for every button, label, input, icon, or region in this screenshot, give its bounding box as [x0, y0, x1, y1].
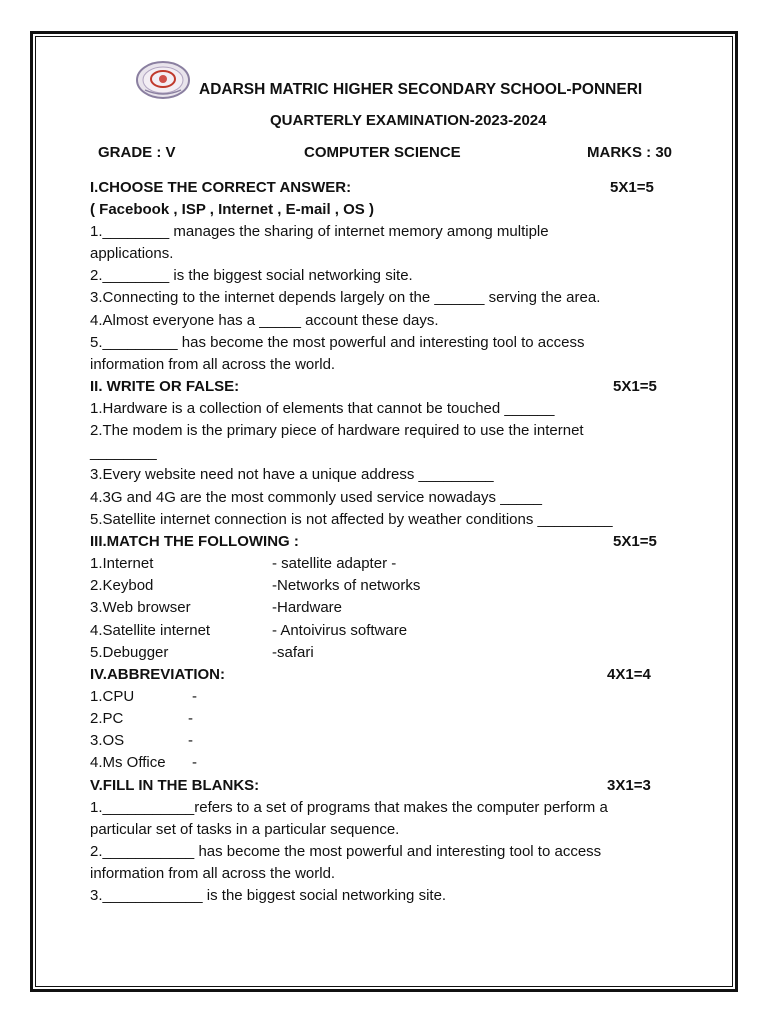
subject-label: COMPUTER SCIENCE — [304, 144, 461, 161]
s2-line: 5.Satellite internet connection is not affected by weather conditions _________ — [90, 511, 613, 528]
section-1-title: I.CHOOSE THE CORRECT ANSWER: — [90, 179, 352, 196]
abbr-label: 1.CPU — [90, 688, 135, 705]
marks-label: MARKS : 30 — [587, 144, 673, 161]
s1-line: applications. — [90, 245, 174, 262]
abbr-dash: - — [188, 732, 193, 749]
match-left: 2.Keybod — [90, 577, 154, 594]
abbr-label: 2.PC — [90, 710, 124, 727]
section-4-marks: 4X1=4 — [607, 666, 651, 683]
abbr-dash: - — [188, 710, 193, 727]
s5-line: 2.___________ has become the most powerful and interesting tool to access — [90, 843, 602, 860]
s2-line: 3.Every website need not have a unique address _________ — [90, 466, 494, 483]
section-5-title: V.FILL IN THE BLANKS: — [90, 777, 260, 794]
s1-line: 3.Connecting to the internet depends largely on the ______ serving the area. — [90, 289, 601, 306]
match-left: 3.Web browser — [90, 599, 191, 616]
section-5-marks: 3X1=3 — [607, 777, 651, 794]
s2-line: 4.3G and 4G are the most commonly used service nowadays _____ — [90, 489, 542, 506]
s1-line: information from all across the world. — [90, 356, 336, 373]
s5-line: 3.____________ is the biggest social networking site. — [90, 887, 447, 904]
section-4-title: IV.ABBREVIATION: — [90, 666, 226, 683]
section-2-marks: 5X1=5 — [613, 378, 657, 395]
school-logo-icon — [135, 60, 191, 100]
match-right: -safari — [272, 644, 314, 661]
s5-line: particular set of tasks in a particular sequence. — [90, 821, 400, 838]
section-1-marks: 5X1=5 — [610, 179, 654, 196]
match-left: 4.Satellite internet — [90, 622, 211, 639]
s5-line: information from all across the world. — [90, 865, 336, 882]
section-3-title: III.MATCH THE FOLLOWING : — [90, 533, 299, 550]
abbr-dash: - — [192, 754, 197, 771]
section-2-title: II. WRITE OR FALSE: — [90, 378, 240, 395]
s2-line: 2.The modem is the primary piece of hardware required to use the internet — [90, 422, 584, 439]
match-left: 1.Internet — [90, 555, 154, 572]
s5-line: 1.___________refers to a set of programs that makes the computer perform a — [90, 799, 608, 816]
school-name: ADARSH MATRIC HIGHER SECONDARY SCHOOL-PONNERI — [199, 81, 643, 98]
match-right: - Antoivirus software — [272, 622, 408, 639]
match-left: 5.Debugger — [90, 644, 169, 661]
section-3-marks: 5X1=5 — [613, 533, 657, 550]
exam-title: QUARTERLY EXAMINATION-2023-2024 — [270, 112, 547, 129]
match-right: -Hardware — [272, 599, 343, 616]
match-right: - satellite adapter - — [272, 555, 397, 572]
s1-line: 5._________ has become the most powerful and interesting tool to access — [90, 334, 585, 351]
s1-line: 2.________ is the biggest social networking site. — [90, 267, 413, 284]
abbr-label: 3.OS — [90, 732, 125, 749]
s2-line: ________ — [90, 444, 157, 461]
abbr-label: 4.Ms Office — [90, 754, 166, 771]
s2-line: 1.Hardware is a collection of elements that cannot be touched ______ — [90, 400, 555, 417]
match-right: -Networks of networks — [272, 577, 421, 594]
section-1-options: ( Facebook , ISP , Internet , E-mail , OS ) — [90, 201, 374, 218]
s1-line: 4.Almost everyone has a _____ account these days. — [90, 312, 439, 329]
grade-label: GRADE : V — [98, 144, 176, 161]
abbr-dash: - — [192, 688, 197, 705]
s1-line: 1.________ manages the sharing of internet memory among multiple — [90, 223, 549, 240]
